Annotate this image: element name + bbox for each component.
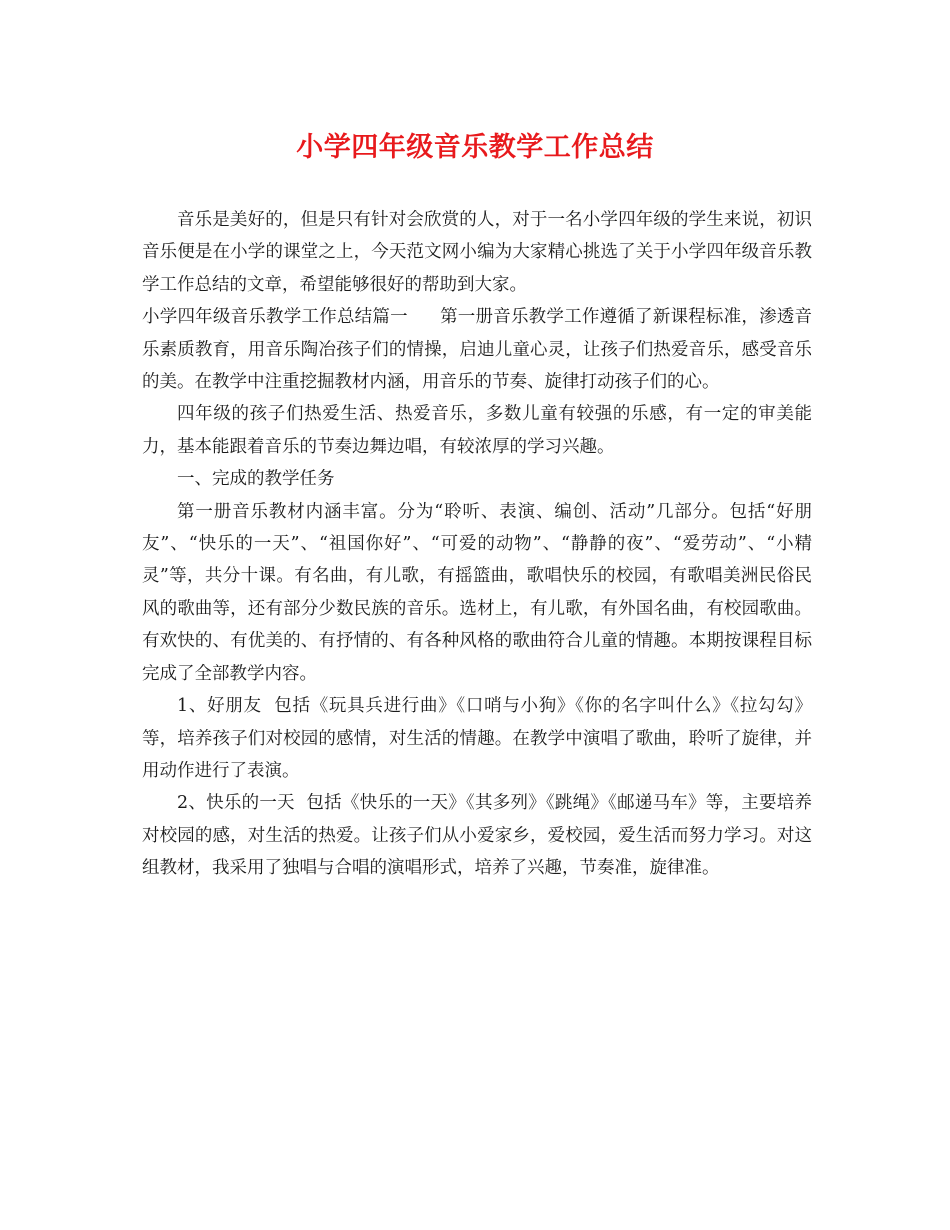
item-two-paragraph: 2、快乐的一天 包括《快乐的一天》《其多列》《跳绳》《邮递马车》等，主要培养对校园的感，对生活的热爱。让孩子们从小爱家乡，爱校园，爱生活而努力学习。对这组教材，我采用了独唱与合唱的演唱形式，培养了兴趣，节奏准，旋律准。: [142, 793, 812, 879]
document-title: 小学四年级音乐教学工作总结: [296, 132, 654, 163]
section-one-heading: 一、完成的教学任务: [177, 469, 335, 490]
part-first-paragraph: 第一册音乐教学工作遵循了新课程标准，渗透音乐素质教育，用音乐陶冶孩子们的情操，启迪儿童心灵，让孩子们热爱音乐，感受音乐的美。在教学中注重挖掘教材内涵，用音乐的节奏、旋律打动孩子们的心。: [142, 307, 813, 393]
part-heading: 小学四年级音乐教学工作总结篇一: [142, 307, 408, 328]
item-one-paragraph: 1、好朋友 包括《玩具兵进行曲》《口哨与小狗》《你的名字叫什么》《拉勾勾》等，培养孩子们对校园的感情，对生活的情趣。在教学中演唱了歌曲，聆听了旋律，并用动作进行了表演。: [142, 696, 812, 781]
students-paragraph: 四年级的孩子们热爱生活、热爱音乐，多数儿童有较强的乐感，有一定的审美能力，基本能跟着音乐的节奏边舞边唱，有较浓厚的学习兴趣。: [142, 404, 812, 457]
part-one-paragraph: [142, 301, 812, 398]
document-body: [142, 204, 812, 885]
materials-paragraph: 第一册音乐教材内涵丰富。分为“聆听、表演、编创、活动”几部分。包括“好朋友”、“快乐的一天”、“祖国你好”、“可爱的动物”、“静静的夜”、“爱劳动”、“小精灵”等，共分十课。有名曲，有儿歌，有摇篮曲，歌唱快乐的校园，有歌唱美洲民俗民风的歌曲等，还有部分少数民族的音乐。选材上，有儿歌，有外国名曲，有校园歌曲。有欢快的、有优美的、有抒情的、有各种风格的歌曲符合儿童的情趣。本期按课程目标完成了全部教学内容。: [142, 501, 812, 684]
intro-paragraph: 音乐是美好的，但是只有针对会欣赏的人，对于一名小学四年级的学生来说，初识音乐便是在小学的课堂之上，今天范文网小编为大家精心挑选了关于小学四年级音乐教学工作总结的文章，希望能够很好的帮助到大家。: [142, 210, 812, 295]
